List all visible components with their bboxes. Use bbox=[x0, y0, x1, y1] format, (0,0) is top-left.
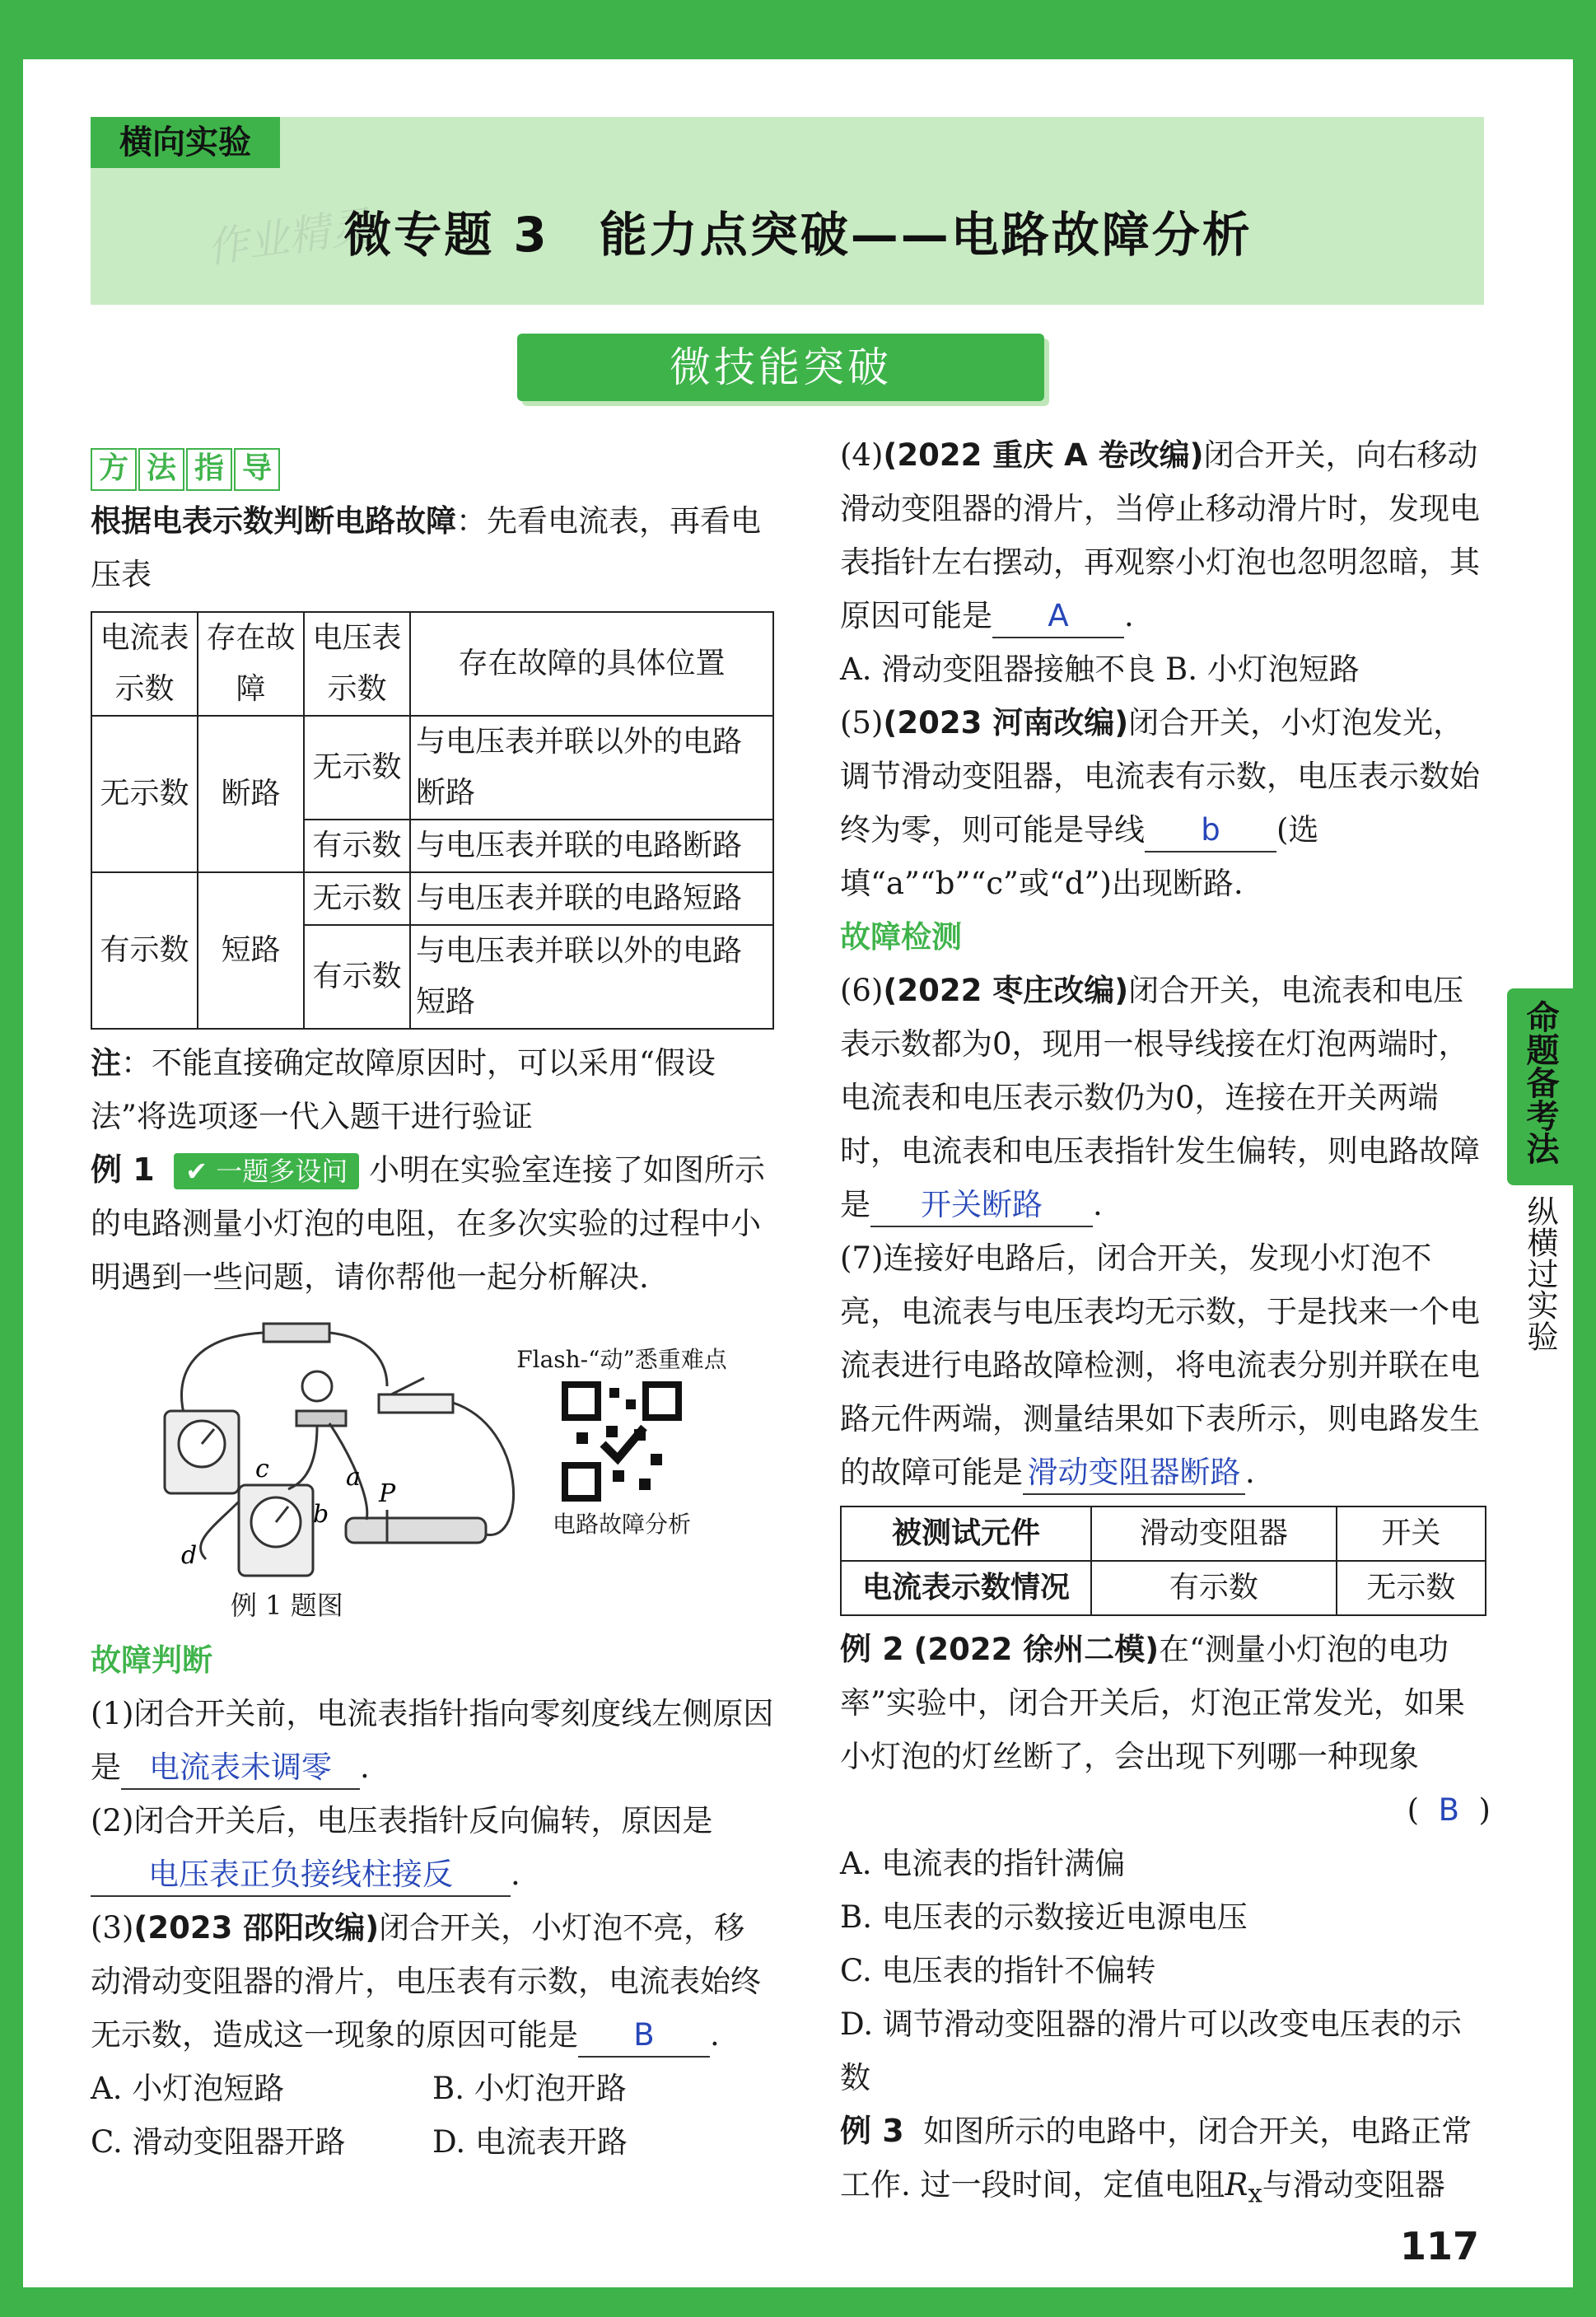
table-cell: 无示数 bbox=[91, 716, 198, 872]
watermark: 作业精灵 bbox=[203, 202, 374, 273]
table-cell: 与电压表并联以外的电路断路 bbox=[410, 716, 773, 820]
table-cell: 与电压表并联的电路断路 bbox=[410, 820, 773, 872]
wire-label: c bbox=[255, 1455, 269, 1483]
table-cell: 有示数 bbox=[304, 820, 410, 872]
option: D. 电流表开路 bbox=[432, 2124, 628, 2160]
table-header: 存在故障 bbox=[198, 612, 304, 716]
example-1: 例 1 ✔ 一题多设问 小明在实验室连接了如图所示的电路测量小灯泡的电阻，在多次实验的过程中小明遇到一些问题，请你帮他一起分析解决. bbox=[91, 1151, 765, 1295]
method-tag-char: 导 bbox=[234, 448, 280, 491]
frame-bottom bbox=[0, 2287, 1596, 2317]
method-tag-char: 方 bbox=[91, 448, 137, 491]
table-cell: 有示数 bbox=[91, 872, 198, 1029]
page-title: 微专题 3 能力点突破——电路故障分析 bbox=[343, 207, 1253, 263]
option: A. 电流表的指针满偏 bbox=[840, 1846, 1126, 1881]
method-tag-char: 指 bbox=[186, 448, 232, 491]
section-tag: 横向实验 bbox=[91, 117, 280, 168]
question-3: (3)(2023 邵阳改编)闭合开关，小灯泡不亮，移动滑动变阻器的滑片，电压表有示数，电流表始终无示数，造成这一现象的原因可能是 B . bbox=[91, 1901, 774, 2062]
option: C. 电压表的指针不偏转 bbox=[840, 1953, 1156, 1988]
question-2: (2)闭合开关后，电压表指针反向偏转，原因是 电压表正负接线柱接反 . bbox=[91, 1794, 774, 1901]
table-cell: 有示数 bbox=[304, 925, 410, 1029]
question-1: (1)闭合开关前，电流表指针指向零刻度线左侧原因是 电流表未调零 . bbox=[91, 1687, 774, 1794]
answer-blank: B bbox=[578, 2015, 710, 2058]
sub-banner: 微技能突破 bbox=[517, 334, 1044, 401]
table-cell: 有示数 bbox=[1091, 1561, 1337, 1615]
answer-blank: 电压表正负接线柱接反 bbox=[91, 1854, 511, 1897]
options bbox=[840, 642, 1491, 696]
example-2: 例 2 (2022 徐州二模)在“测量小灯泡的电功率”实验中，闭合开关后，灯泡正常发光，如果小灯泡的灯丝断了，会出现下列哪一种现象 bbox=[840, 1631, 1465, 1774]
example-3: 例 3 如图所示的电路中，闭合开关，电路正常工作. 过一段时间，定值电阻$R_x$与滑动变阻器 bbox=[840, 2113, 1472, 2209]
frame-left bbox=[0, 0, 23, 2317]
left-column bbox=[91, 441, 774, 2169]
question-4: (4)(2022 重庆 A 卷改编)闭合开关，向右移动滑动变阻器的滑片，当停止移动滑片时，发现电表指针左右摆动，再观察小灯泡也忽明忽暗，其原因可能是 A . bbox=[840, 428, 1491, 642]
answer: B bbox=[1438, 1792, 1460, 1828]
answer-blank: 滑动变阻器断路 bbox=[1023, 1452, 1245, 1495]
option: D. 调节滑动变阻器的滑片可以改变电压表的示数 bbox=[840, 2006, 1462, 2095]
options bbox=[91, 2062, 774, 2115]
question-6: (6)(2022 枣庄改编)闭合开关，电流表和电压表示数都为0，现用一根导线接在灯泡两端时，电流表和电压表示数仍为0，连接在开关两端时，电流表和电压表指针发生偏转，则电路故障是 开关断路 . bbox=[840, 964, 1491, 1231]
wire-label: d bbox=[181, 1541, 198, 1570]
method-lead: 根据电表示数判断电路故障：先看电流表，再看电压表 bbox=[91, 503, 761, 592]
section-heading: 故障检测 bbox=[840, 919, 962, 955]
sidebar bbox=[1507, 988, 1573, 1369]
note: 注：不能直接确定故障原因时，可以采用“假设法”将选项逐一代入题干进行验证 bbox=[91, 1045, 716, 1134]
slider-label: P bbox=[379, 1479, 396, 1508]
table-header: 被测试元件 bbox=[841, 1507, 1091, 1561]
example-label: 例 3 bbox=[840, 2113, 904, 2149]
method-tag-char: 法 bbox=[138, 448, 184, 491]
fault-table bbox=[91, 611, 774, 1030]
option: A. 小灯泡短路 bbox=[91, 2071, 285, 2106]
figure-caption: 例 1 题图 bbox=[231, 1590, 343, 1621]
table-cell: 无示数 bbox=[1337, 1561, 1486, 1615]
wire-label: a bbox=[346, 1463, 361, 1492]
table-header: 电压表示数 bbox=[304, 612, 410, 716]
option: C. 滑动变阻器开路 bbox=[91, 2124, 346, 2160]
table-header: 电流表示数情况 bbox=[841, 1561, 1091, 1615]
sidebar-main: 命题备考法 bbox=[1507, 988, 1573, 1185]
table-cell: 与电压表并联的电路短路 bbox=[410, 872, 773, 925]
example-label: 例 1 bbox=[91, 1151, 155, 1188]
qr-top-label: Flash-“动”悉重难点 bbox=[516, 1346, 727, 1373]
answer-blank: A bbox=[992, 596, 1124, 638]
table-cell: 与电压表并联以外的电路短路 bbox=[410, 925, 773, 1029]
table-cell: 无示数 bbox=[304, 872, 410, 925]
table-cell: 断路 bbox=[198, 716, 304, 872]
page-number: 117 bbox=[1400, 2224, 1480, 2268]
option: B. 电压表的示数接近电源电压 bbox=[840, 1899, 1248, 1935]
table-header: 存在故障的具体位置 bbox=[410, 612, 773, 716]
table-cell: 开关 bbox=[1337, 1507, 1486, 1561]
answer-blank: 开关断路 bbox=[870, 1184, 1093, 1227]
qr-code-icon bbox=[560, 1380, 684, 1503]
table-cell: 无示数 bbox=[304, 716, 410, 820]
table-header: 电流表示数 bbox=[91, 612, 198, 716]
frame-right bbox=[1573, 0, 1596, 2317]
option: B. 小灯泡开路 bbox=[432, 2071, 627, 2106]
question-5: (5)(2023 河南改编)闭合开关，小灯泡发光，调节滑动变阻器，电流表有示数，电压表示数始终为零，则可能是导线 b (选填“a”“b”“c”或“d”)出现断路. bbox=[840, 705, 1480, 901]
example-label: 例 2 bbox=[840, 1631, 904, 1667]
frame-top bbox=[0, 0, 1596, 59]
option: A. 滑动变阻器接触不良 bbox=[840, 652, 1156, 687]
answer-blank: b bbox=[1145, 810, 1276, 853]
qr-bottom-label: 电路故障分析 bbox=[552, 1511, 691, 1538]
badge: ✔ 一题多设问 bbox=[174, 1153, 359, 1189]
question-7: (7)连接好电路后，闭合开关，发现小灯泡不亮，电流表与电压表均无示数，于是找来一个电流表进行电路故障检测，将电流表分别并联在电路元件两端，测量结果如下表所示，则电路发生的故障可能是 滑动变阻器断路 . bbox=[840, 1231, 1491, 1499]
circuit-figure bbox=[91, 1312, 774, 1633]
table-cell: 短路 bbox=[198, 872, 304, 1029]
answer-bracket: ( B ) bbox=[1407, 1792, 1491, 1828]
detect-table bbox=[840, 1506, 1486, 1616]
right-column bbox=[840, 428, 1491, 2221]
section-heading: 故障判断 bbox=[91, 1642, 212, 1678]
sidebar-sub: 纵横过实验 bbox=[1522, 1195, 1558, 1352]
method-tag bbox=[91, 441, 282, 494]
option: B. 小灯泡短路 bbox=[1165, 652, 1360, 687]
answer-blank: 电流表未调零 bbox=[121, 1747, 360, 1790]
table-cell: 滑动变阻器 bbox=[1091, 1507, 1337, 1561]
options bbox=[91, 2115, 774, 2169]
wire-label: b bbox=[313, 1500, 329, 1529]
